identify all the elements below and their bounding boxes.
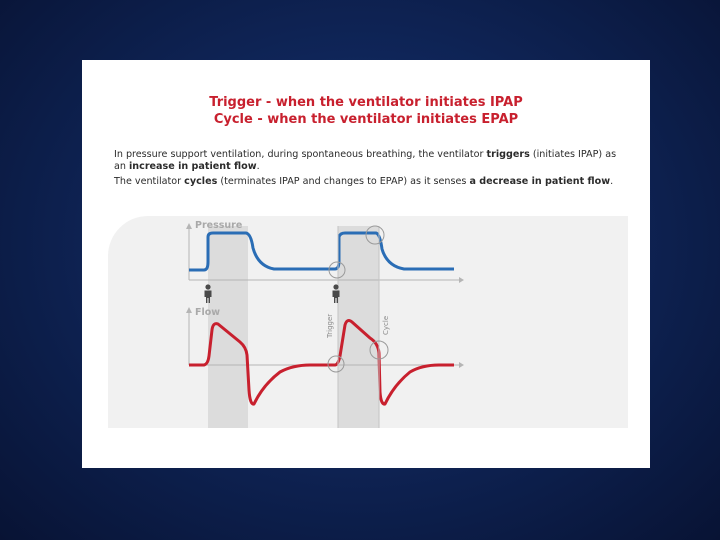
slide-panel (82, 60, 650, 468)
flow-label: Flow (195, 307, 221, 318)
desc-bold: cycles (184, 176, 218, 187)
desc-text: The ventilator (114, 176, 185, 187)
title-cycle-key: Cycle (213, 112, 253, 127)
cycle-label: Cycle (382, 315, 390, 335)
desc-text: (initiates IPAP) as (529, 149, 617, 160)
desc-bold: increase in patient flow (129, 161, 257, 172)
desc-text: In pressure support ventilation, during spontaneous breathing, the ventilator (114, 149, 487, 160)
desc-text: . (610, 176, 614, 187)
title-trigger-key: Trigger (209, 95, 262, 110)
pressure-label: Pressure (195, 220, 243, 231)
desc-text: (terminates IPAP and changes to EPAP) as it senses (217, 176, 470, 187)
desc-text: . (256, 161, 260, 172)
trigger-label: Trigger (326, 313, 334, 338)
title-cycle-rest: - when the ventilator initiates EPAP (252, 112, 519, 127)
title-trigger-rest: - when the ventilator initiates IPAP (261, 95, 523, 110)
desc-bold: triggers (486, 149, 530, 160)
desc-bold: a decrease in patient flow (469, 176, 611, 187)
waveform-diagram (82, 60, 650, 468)
desc-text: an (114, 161, 130, 172)
